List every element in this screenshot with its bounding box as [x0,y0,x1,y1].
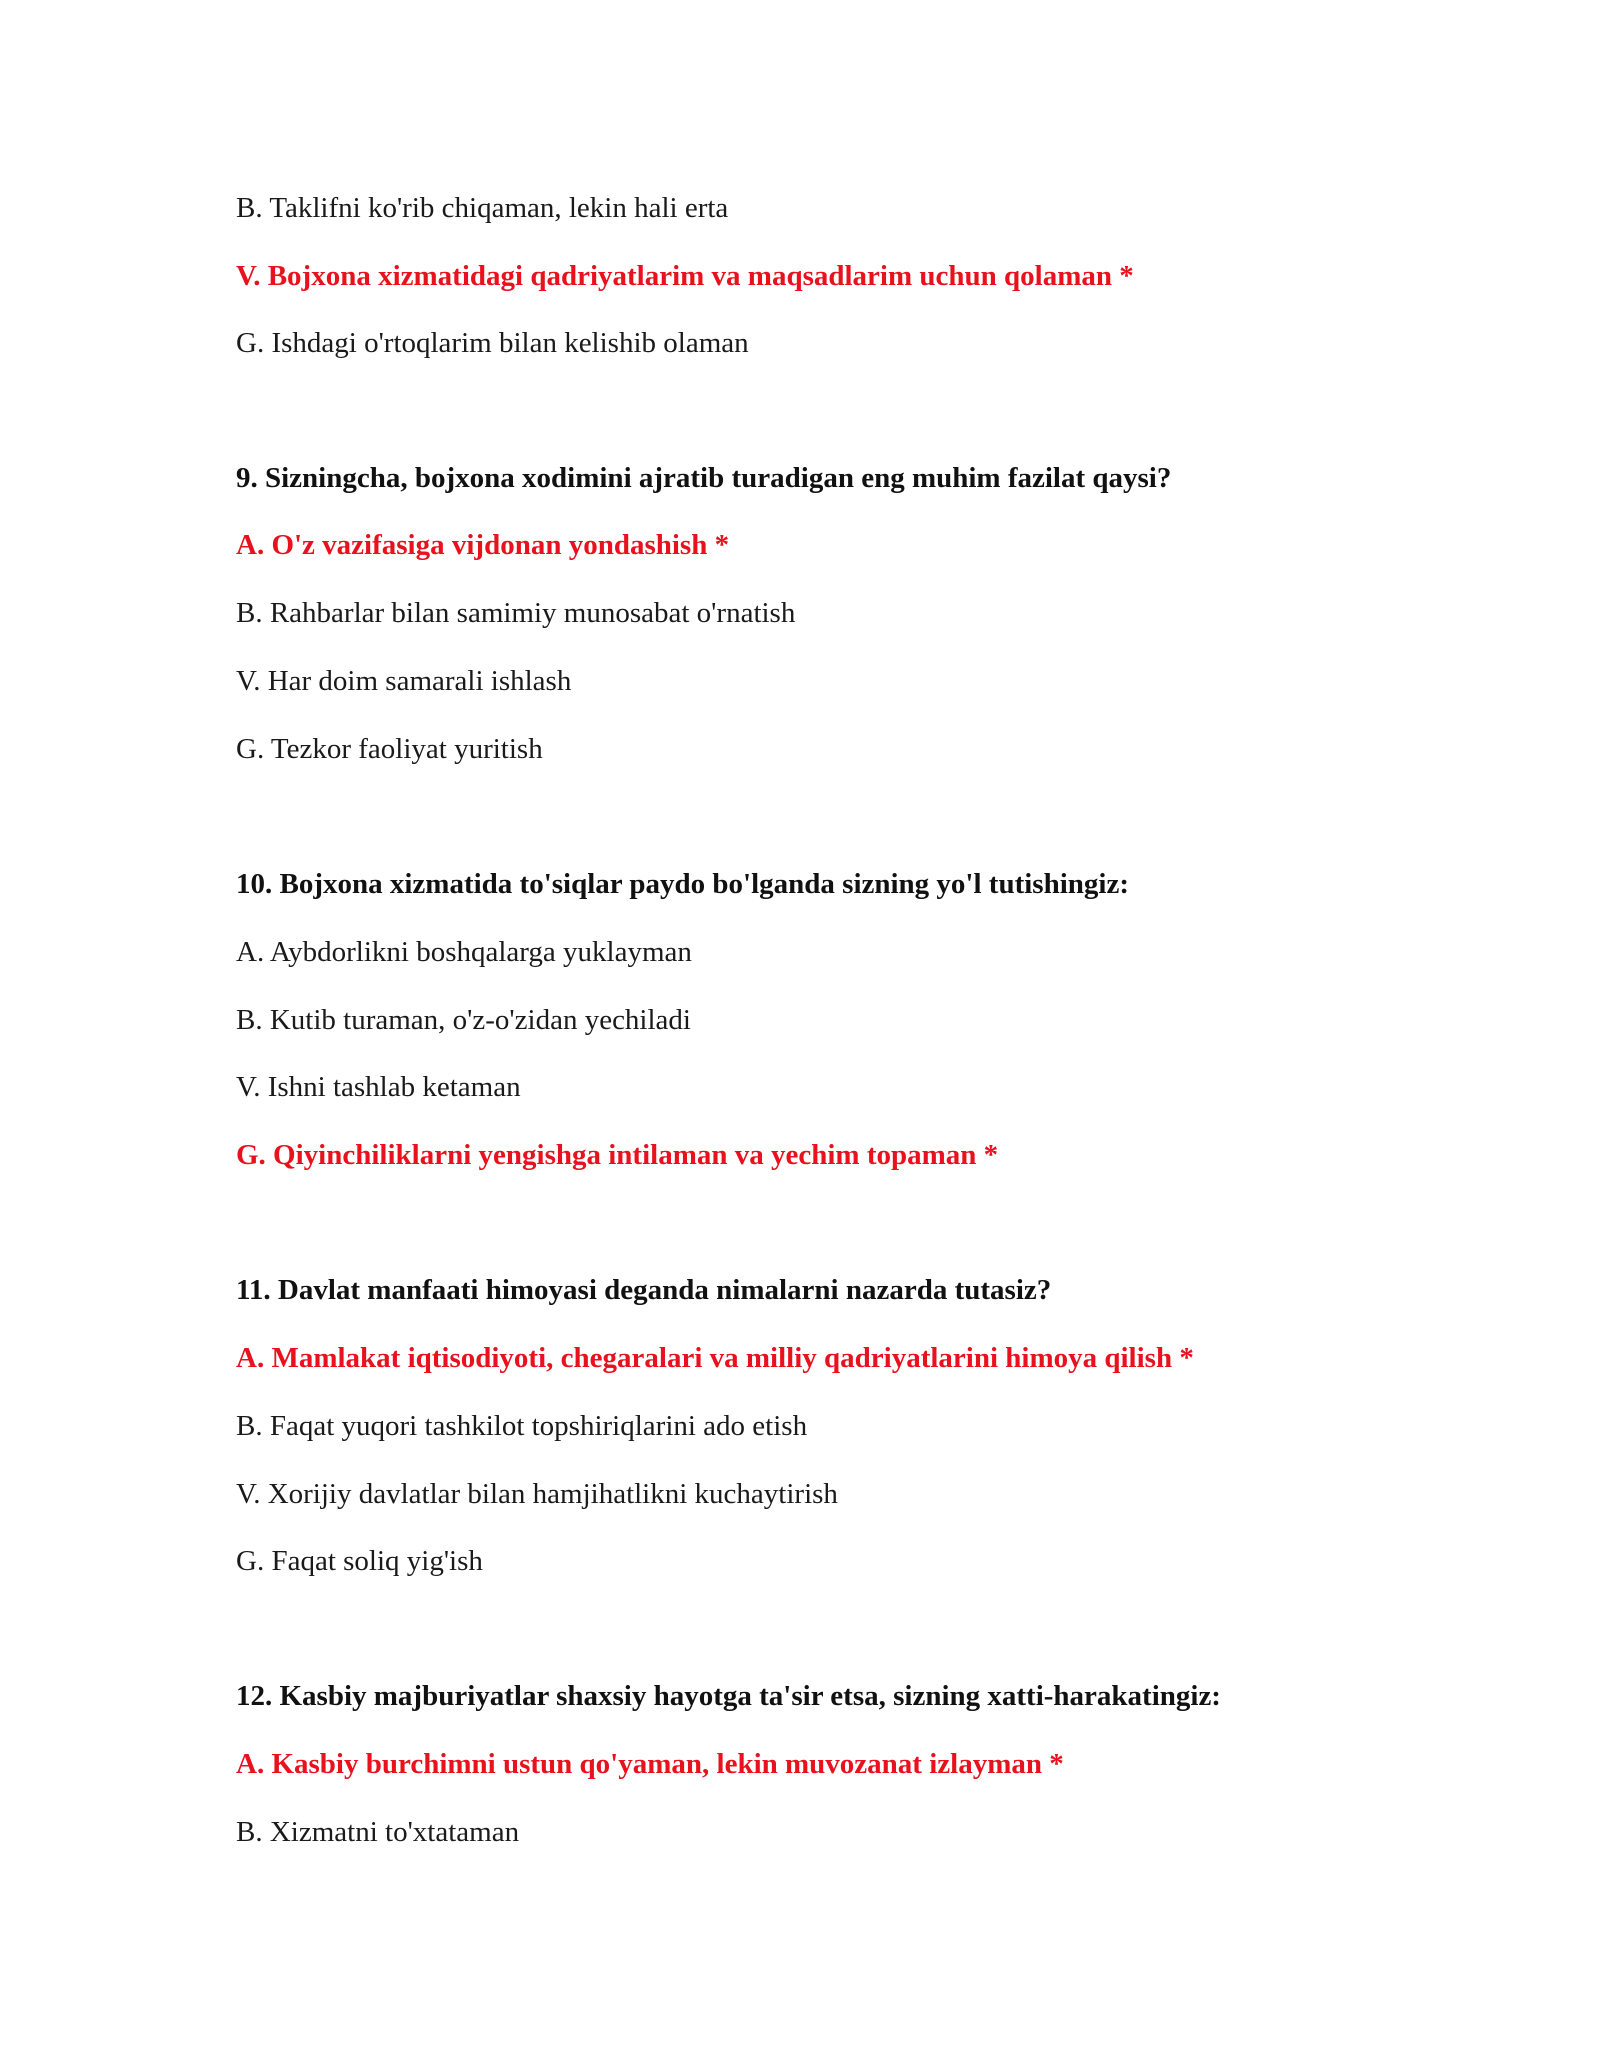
q8-option-b: B. Taklifni ko'rib chiqaman, lekin hali erta [236,192,729,224]
q8-option-v-correct: V. Bojxona xizmatidagi qadriyatlarim va maqsadlarim uchun qolaman * [236,260,1134,292]
q11-option-g: G. Faqat soliq yig'ish [236,1545,483,1577]
q9-option-a-correct: A. O'z vazifasiga vijdonan yondashish * [236,529,730,561]
q10-option-g-correct: G. Qiyinchiliklarni yengishga intilaman va yechim topaman * [236,1139,999,1171]
q9-option-b: B. Rahbarlar bilan samimiy munosabat o'rnatish [236,597,796,629]
q9-option-v: V. Har doim samarali ishlash [236,665,572,697]
q11-option-a-correct: A. Mamlakat iqtisodiyoti, chegaralari va milliy qadriyatlarini himoya qilish * [236,1342,1194,1374]
q10-question: 10. Bojxona xizmatida to'siqlar paydo bo'lganda sizning yo'l tutishingiz: [236,868,1129,900]
q12-question: 12. Kasbiy majburiyatlar shaxsiy hayotga ta'sir etsa, sizning xatti-harakatingiz: [236,1680,1221,1712]
q11-question: 11. Davlat manfaati himoyasi deganda nimalarni nazarda tutasiz? [236,1274,1052,1306]
q10-option-v: V. Ishni tashlab ketaman [236,1071,521,1103]
q10-option-b: B. Kutib turaman, o'z-o'zidan yechiladi [236,1004,691,1036]
q11-option-b: B. Faqat yuqori tashkilot topshiriqlarini ado etish [236,1410,808,1442]
q11-option-v: V. Xorijiy davlatlar bilan hamjihatlikni kuchaytirish [236,1478,838,1510]
q9-question: 9. Sizningcha, bojxona xodimini ajratib turadigan eng muhim fazilat qaysi? [236,462,1172,494]
q12-option-b: B. Xizmatni to'xtataman [236,1816,520,1848]
q8-option-g: G. Ishdagi o'rtoqlarim bilan kelishib olaman [236,327,749,359]
q10-option-a: A. Aybdorlikni boshqalarga yuklayman [236,936,692,968]
q12-option-a-correct: A. Kasbiy burchimni ustun qo'yaman, lekin muvozanat izlayman * [236,1748,1064,1780]
q9-option-g: G. Tezkor faoliyat yuritish [236,733,543,765]
